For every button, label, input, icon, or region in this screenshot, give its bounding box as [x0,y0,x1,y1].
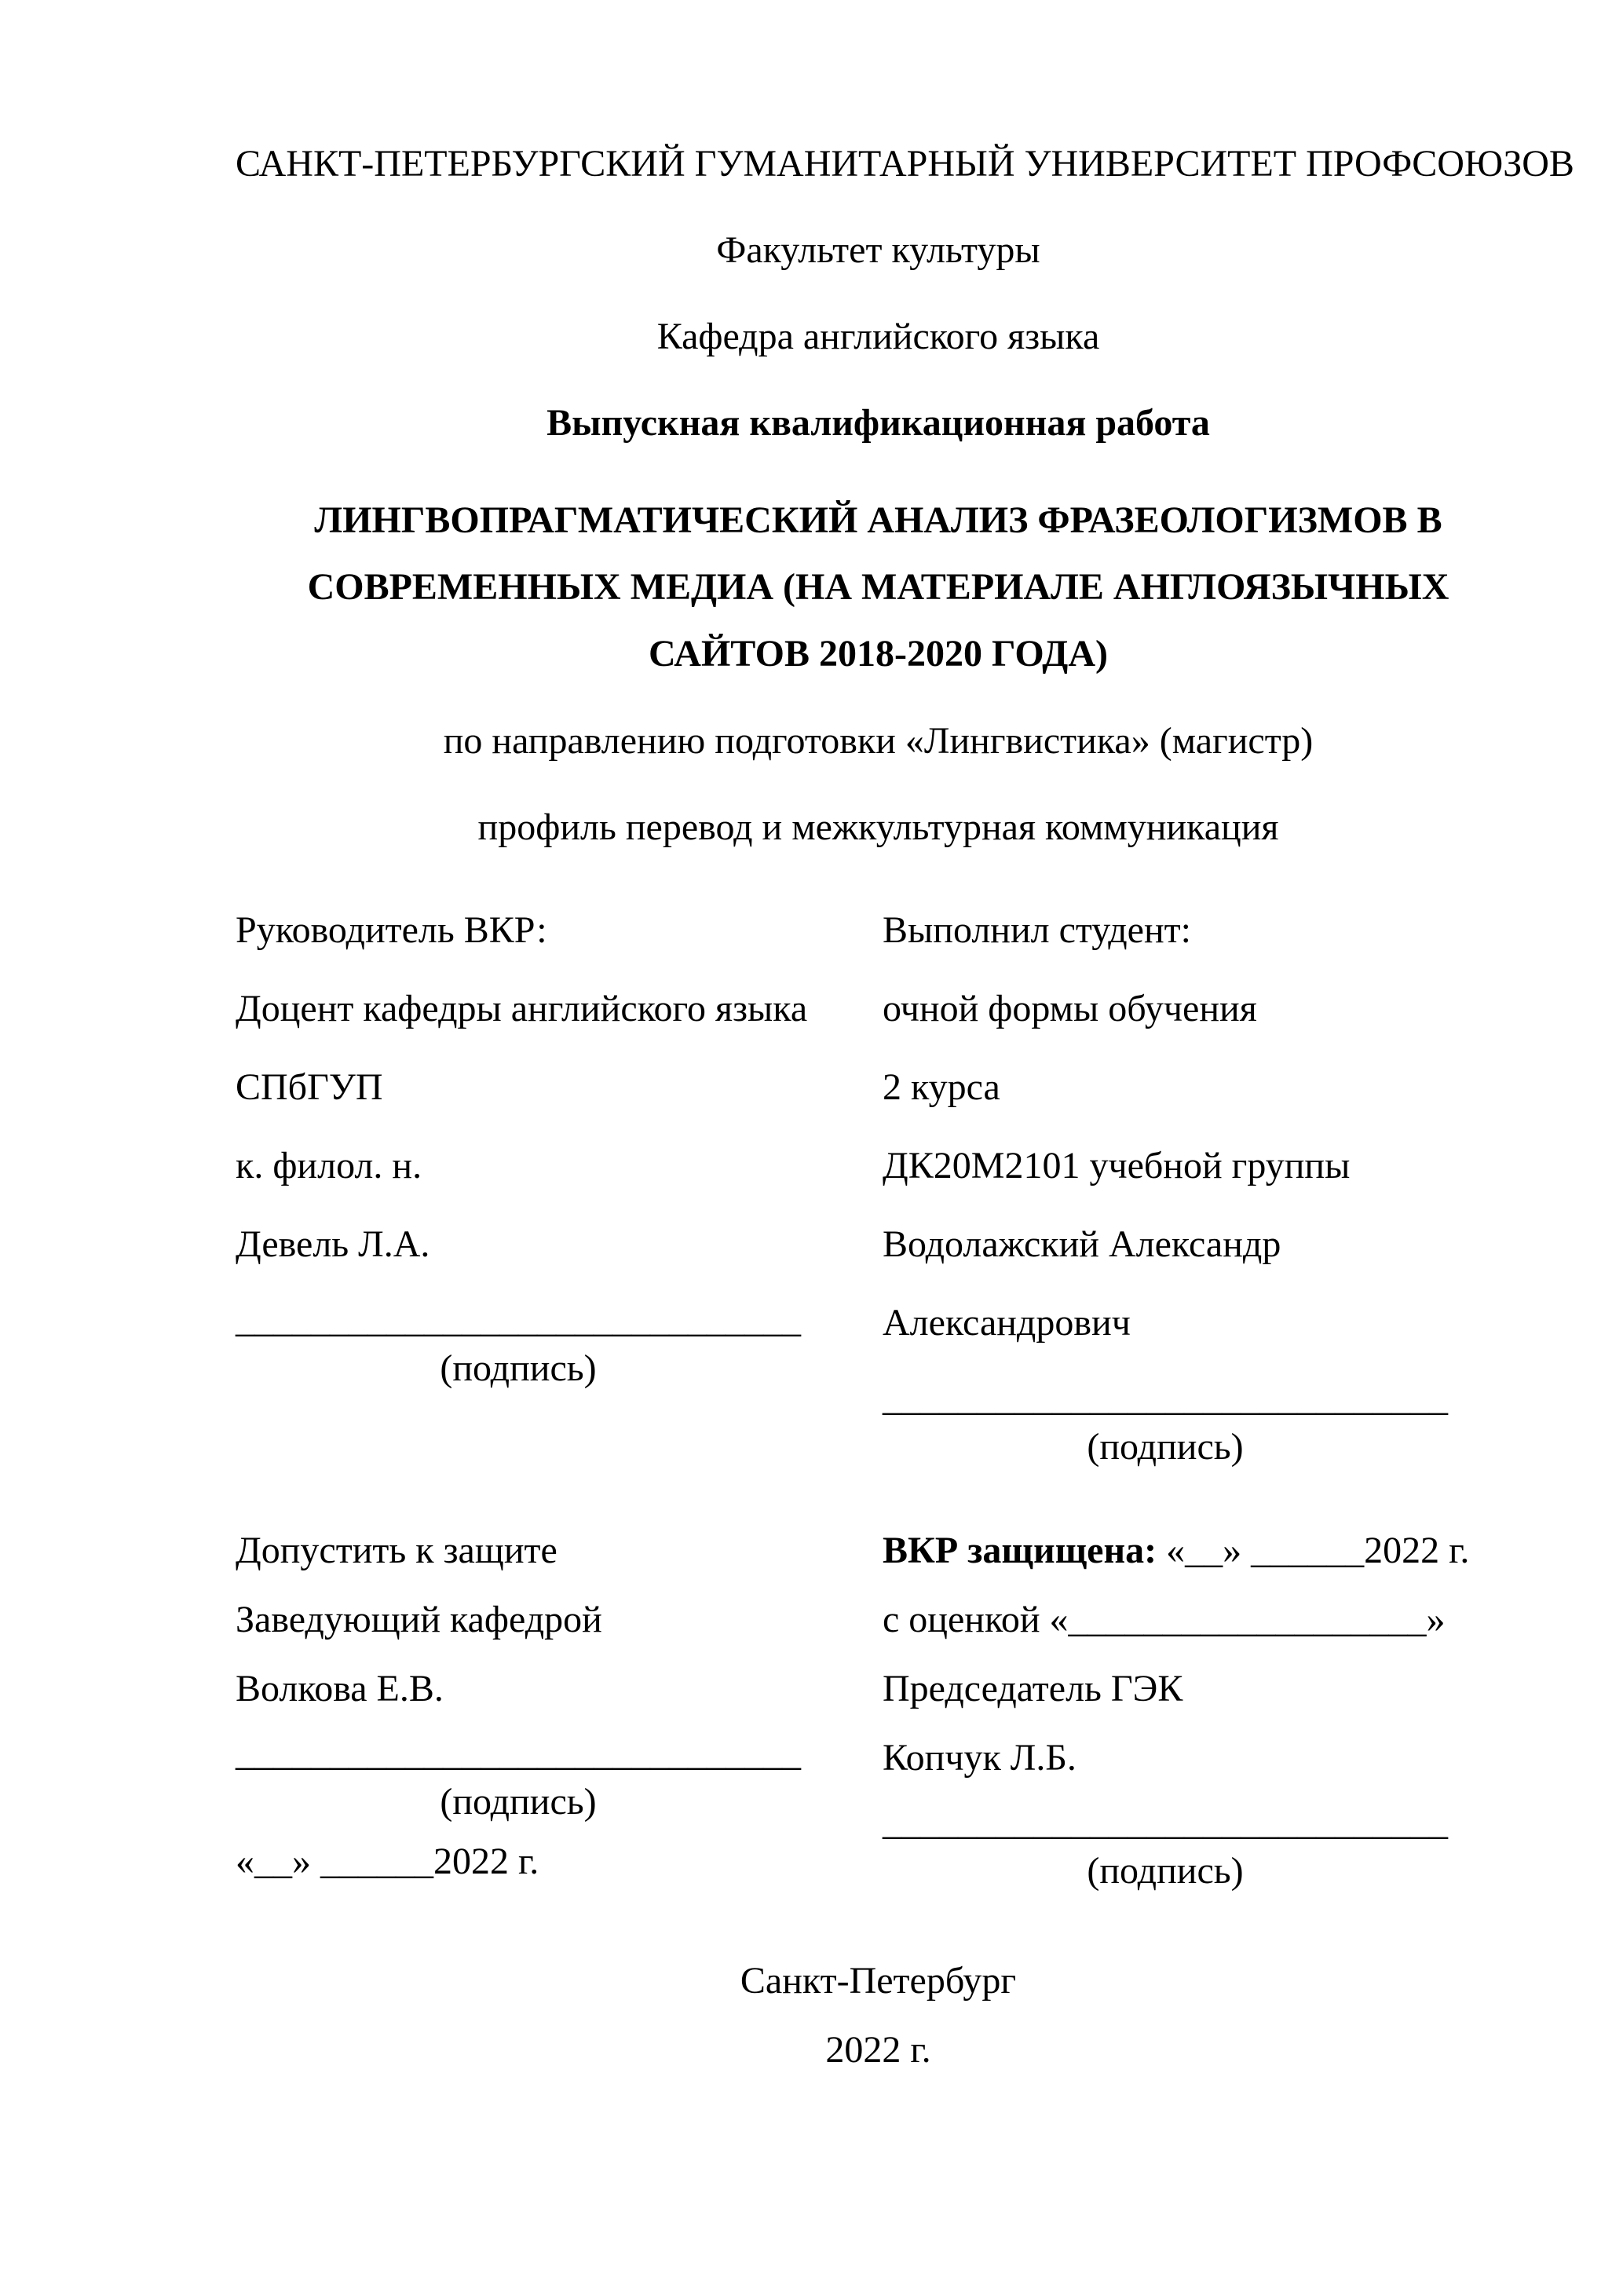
student-block [883,891,1521,1472]
chair-signature [883,1799,1448,1896]
signatories-block [236,891,1521,1472]
supervisor-degree: к. филол. н. [236,1145,422,1186]
student-name-line-2: Александрович [883,1302,1131,1344]
direction-line: по направлению подготовки «Лингвистика» (магистр) [443,720,1314,762]
admission-name: Волкова Е.В. [236,1668,444,1709]
admission-line-1: Допустить к защите [236,1530,557,1571]
chair-signature-line: ______________________________ [883,1801,1448,1843]
thesis-title-line-3: САЙТОВ 2018-2020 ГОДА) [649,633,1108,675]
defense-label: ВКР защищена: [883,1530,1157,1571]
defense-grade: с оценкой «___________________» [883,1599,1446,1640]
supervisor-position-line-2: СПбГУП [236,1066,383,1108]
chair-signature-caption: (подпись) [1087,1850,1244,1892]
footer-city: Санкт-Петербург [740,1960,1017,2002]
thesis-title-line-1: ЛИНГВОПРАГМАТИЧЕСКИЙ АНАЛИЗ ФРАЗЕОЛОГИЗМОВ В [314,499,1442,541]
supervisor-block [236,891,883,1394]
student-name-line-1: Водолажский Александр [883,1223,1281,1265]
footer-year: 2022 г. [825,2029,931,2071]
student-label: Выполнил студент: [883,909,1191,951]
department-name: Кафедра английского языка [656,316,1100,357]
student-course: 2 курса [883,1066,1000,1108]
admission-line-2: Заведующий кафедрой [236,1599,602,1640]
work-type: Выпускная квалификационная работа [546,402,1210,444]
supervisor-signature-line: ______________________________ [236,1299,801,1340]
student-signature-caption: (подпись) [1087,1426,1244,1468]
student-study-form: очной формы обучения [883,988,1257,1029]
supervisor-signature-caption: (подпись) [440,1347,597,1389]
defense-status-line [883,1516,1521,1585]
supervisor-name: Девель Л.А. [236,1223,430,1265]
faculty-name: Факультет культуры [716,229,1040,271]
footer-block [236,1947,1521,2085]
university-name: САНКТ-ПЕТЕРБУРГСКИЙ ГУМАНИТАРНЫЙ УНИВЕРСИТЕТ ПРОФСОЮЗОВ [236,143,1574,185]
supervisor-label: Руководитель ВКР: [236,909,547,951]
admission-signature [236,1730,801,1827]
chair-name: Копчук Л.Б. [883,1737,1077,1779]
student-signature [883,1375,1448,1472]
header-block [236,141,1574,850]
chair-title: Председатель ГЭК [883,1668,1183,1709]
student-signature-line: ______________________________ [883,1377,1448,1419]
admission-signature-caption: (подпись) [440,1781,597,1823]
profile-line: профиль перевод и межкультурная коммуникация [477,806,1279,848]
admission-block [236,1516,883,1896]
thesis-title-line-2: СОВРЕМЕННЫХ МЕДИА (НА МАТЕРИАЛЕ АНГЛОЯЗЫЧНЫХ [307,566,1449,608]
admission-date: «__» ______2022 г. [236,1841,539,1882]
supervisor-position-line-1: Доцент кафедры английского языка [236,988,808,1029]
approval-block [236,1516,1521,1896]
defense-date: «__» ______2022 г. [1166,1530,1470,1571]
admission-signature-line: ______________________________ [236,1732,801,1774]
thesis-title [236,487,1521,687]
defense-block [883,1516,1521,1896]
supervisor-signature [236,1296,801,1394]
student-group: ДК20М2101 учебной группы [883,1145,1351,1186]
